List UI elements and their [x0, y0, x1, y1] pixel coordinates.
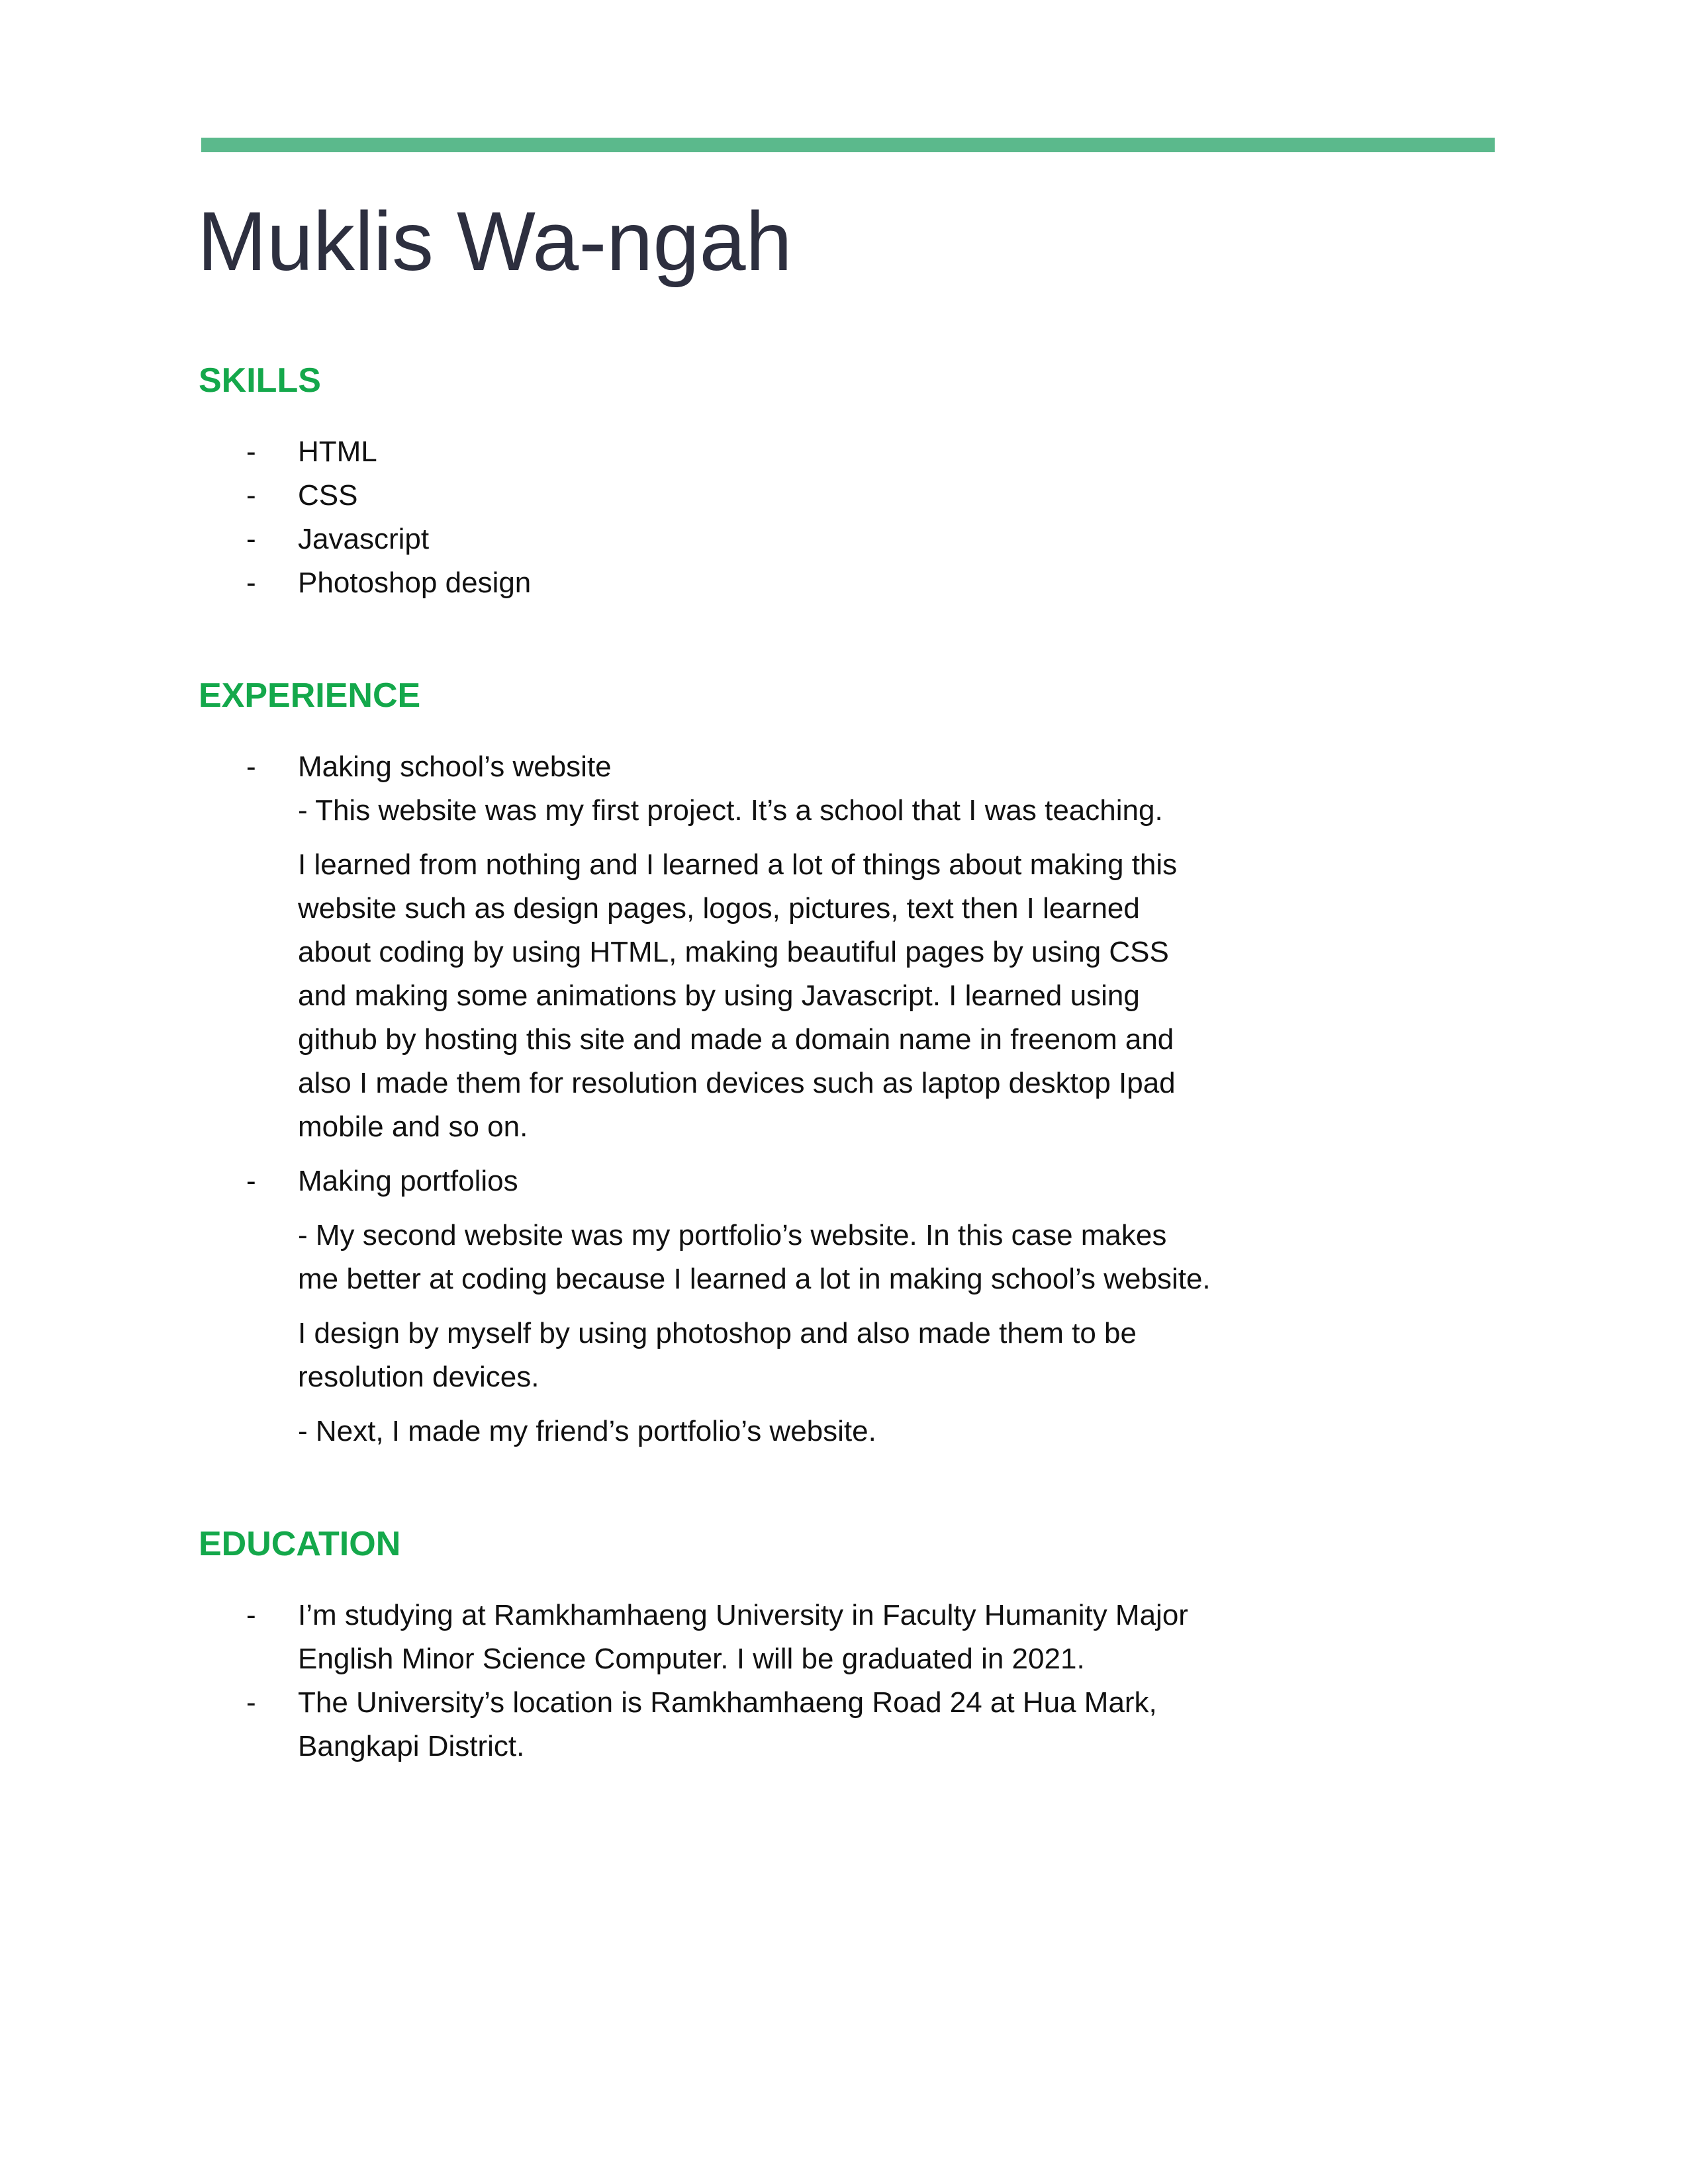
education-line: I’m studying at Ramkhamhaeng University in Faculty Humanity Major — [298, 1599, 1188, 1631]
header-accent-rule — [201, 138, 1495, 152]
bullet-dash: - — [246, 567, 256, 599]
bullet-dash: - — [246, 479, 256, 512]
paragraph-line: mobile and so on. — [298, 1111, 528, 1143]
paragraph-line: I design by myself by using photoshop and also made them to be — [298, 1317, 1137, 1349]
education-line: English Minor Science Computer. I will be graduated in 2021. — [298, 1643, 1085, 1675]
experience-sub-point: - My second website was my portfolio’s website. In this case makes — [298, 1219, 1167, 1251]
skills-heading: SKILLS — [199, 361, 321, 400]
experience-sub-point: me better at coding because I learned a lot in making school’s website. — [298, 1263, 1211, 1295]
skill-label: Javascript — [298, 523, 430, 555]
bullet-dash: - — [246, 1165, 256, 1197]
skill-label: HTML — [298, 435, 377, 468]
experience-sub-point: - This website was my first project. It’s a school that I was teaching. — [298, 794, 1163, 827]
experience-item-label: Making portfolios — [298, 1165, 518, 1197]
skill-label: CSS — [298, 479, 358, 512]
paragraph-line: resolution devices. — [298, 1361, 539, 1393]
bullet-dash: - — [246, 1599, 256, 1631]
bullet-dash: - — [246, 1686, 256, 1719]
experience-sub-point: - Next, I made my friend’s portfolio’s website. — [298, 1415, 876, 1447]
education-line: Bangkapi District. — [298, 1730, 525, 1762]
education-line: The University’s location is Ramkhamhaeng Road 24 at Hua Mark, — [298, 1686, 1157, 1719]
paragraph-line: I learned from nothing and I learned a lot of things about making this — [298, 848, 1178, 881]
paragraph-line: website such as design pages, logos, pictures, text then I learned — [298, 892, 1140, 925]
experience-heading: EXPERIENCE — [199, 676, 421, 715]
paragraph-line: about coding by using HTML, making beautiful pages by using CSS — [298, 936, 1169, 968]
paragraph-line: also I made them for resolution devices such as laptop desktop Ipad — [298, 1067, 1176, 1099]
bullet-dash: - — [246, 523, 256, 555]
bullet-dash: - — [246, 751, 256, 783]
candidate-name: Muklis Wa-ngah — [197, 195, 792, 288]
paragraph-line: and making some animations by using Javascript. I learned using — [298, 979, 1140, 1012]
bullet-dash: - — [246, 435, 256, 468]
paragraph-line: github by hosting this site and made a domain name in freenom and — [298, 1023, 1174, 1056]
skill-label: Photoshop design — [298, 567, 532, 599]
education-heading: EDUCATION — [199, 1525, 401, 1563]
experience-item-label: Making school’s website — [298, 751, 612, 783]
